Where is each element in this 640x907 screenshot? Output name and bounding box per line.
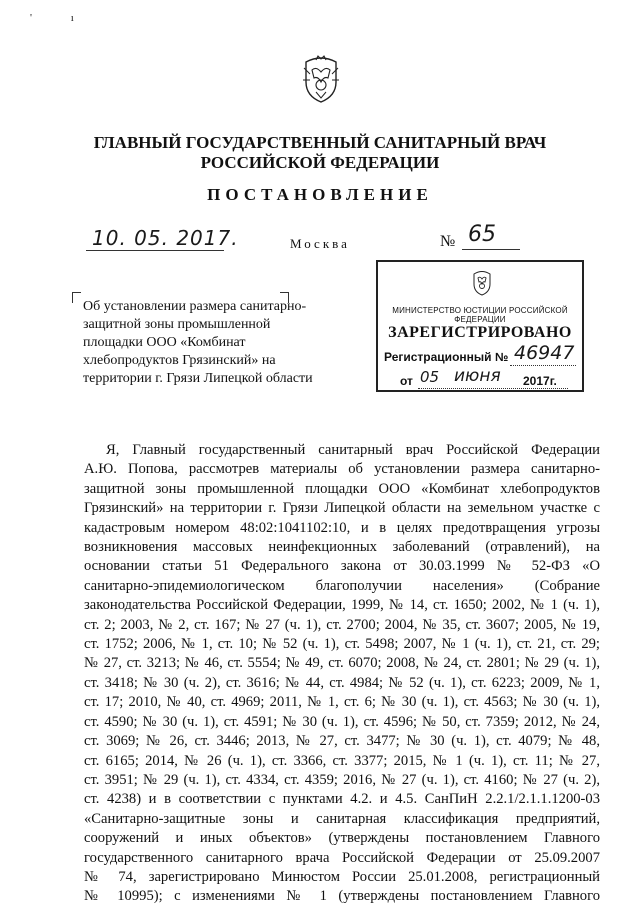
stamp-month: июня [454,366,501,386]
body-line: возникновения массовых неинфекционных заболеваний (отравлений), на [84,539,600,556]
registration-stamp [376,260,584,392]
coat-of-arms-emblem [298,52,344,104]
date-underline [86,250,224,251]
authority-line-1: ГЛАВНЫЙ ГОСУДАРСТВЕННЫЙ САНИТАРНЫЙ ВРАЧ [93,133,547,152]
body-line: санитарно-эпидемиологическом благополучии населения» (Собрание [84,577,600,594]
issuing-authority [0,133,640,173]
body-line: кадастровым номером 48:02:1041102:10, и в целях предотвращения угрозы [84,519,600,536]
body-line: ст. 4238) и в соответствии с пунктами 4.2. и 4.5. СанПиН 2.2.1/2.1.1.1200-03 [84,791,600,808]
stamp-from-label: от [400,374,413,388]
stamp-registered-label: ЗАРЕГИСТРИРОВАНО [388,324,572,341]
body-line: «Санитарно-защитные зоны и санитарная классификация предприятий, [84,810,600,827]
body-line: государственного санитарного врача Российской Федерации от 25.09.2007 [84,849,600,866]
document-subject: Об установлении размера санитарно-защитной зоны промышленной площадки ООО «Комбинат хлебопродуктов Грязинский» на территории г. Грязи Липецкой области [83,299,313,386]
handwritten-date: 10. 05. 2017. [92,226,239,250]
body-line: № 10995); с изменениями № 1 (утверждены постановлением Главного [84,888,600,905]
body-line: А.Ю. Попова, рассмотрев материалы об установлении размера санитарно- [84,461,600,478]
body-line: ст. 6165; 2014, № 26 (ч. 1), ст. 3366, ст. 3377; 2015, № 1 (ч. 1), ст. 11; № 27, [84,752,600,769]
stamp-emblem-icon [470,268,494,296]
authority-line-2: РОССИЙСКОЙ ФЕДЕРАЦИИ [200,153,440,172]
handwritten-document-number: 65 [468,222,496,247]
body-line: ст. 3418; № 30 (ч. 2), ст. 3616; № 44, ст. 4984; № 52 (ч. 1), ст. 6223; 2009, № 1, [84,674,600,691]
stamp-day: 05 [420,368,440,386]
body-line: ст. 4590; № 30 (ч. 1), ст. 4591; № 30 (ч. 1), ст. 4596; № 50, ст. 7359; 2012, № 24, [84,713,600,730]
number-underline [462,249,520,250]
body-line: ст. 2; 2003, № 2, ст. 167; № 27 (ч. 1), ст. 2700; 2004, № 35, ст. 3607; 2005, № 19, [84,616,600,633]
body-line: ст. 3951; № 29 (ч. 1), ст. 4334, ст. 4359; 2016, № 27 (ч. 1), ст. 4160; № 27 (ч. 2), [84,771,600,788]
city-name: Москва [290,236,350,251]
stamp-date-dotted-line [418,388,568,389]
stamp-number-dotted-line [510,365,576,366]
number-label: № [440,233,456,250]
body-paragraph [84,441,600,907]
body-line: ст. 17; 2010, № 40, ст. 4969; 2011, № 1, ст. 6; № 30 (ч. 1), ст. 4563; № 30 (ч. 1), [84,694,600,711]
stamp-registration-number-label: Регистрационный № [384,350,509,364]
body-line: Я, Главный государственный санитарный врач Российской Федерации [106,442,600,458]
stamp-year: 2017г. [523,374,557,388]
body-line: № 27, ст. 3213; № 46, ст. 5554; № 49, ст. 6070; 2008, № 24, ст. 2801; № 29 (ч. 1), [84,655,600,672]
corner-marks: ' ı [30,12,92,24]
body-line: сооружений и иных объектов» (утверждены постановлением Главного [84,830,600,847]
body-line: основании статьи 51 Федерального закона от 30.03.1999 № 52-ФЗ «О [84,558,600,575]
body-line: № 74, зарегистрировано Минюстом России 25.01.2008, регистрационный [84,868,600,885]
stamp-ministry-name: МИНИСТЕРСТВО ЮСТИЦИИ РОССИЙСКОЙ ФЕДЕРАЦИИ [392,306,568,324]
stamp-registration-number: 46947 [514,342,575,364]
body-line: защитной зоны промышленной площадки ООО «Комбинат хлебопродуктов [84,480,600,497]
body-line: ст. 3069; № 26, ст. 3446; 2013, № 27, ст. 3477; № 30 (ч. 1), ст. 4079; № 48, [84,733,600,750]
document-type-title: ПОСТАНОВЛЕНИЕ [207,185,433,204]
body-line: Грязинский» на территории г. Грязи Липецкой области на земельном участке с [84,500,600,517]
body-line: законодательства Российской Федерации, 1999, № 14, ст. 1650; 2002, № 1 (ч. 1), [84,597,600,614]
subject-bracket-left [72,292,81,303]
body-line: ст. 1752; 2006, № 1, ст. 10; № 52 (ч. 1), ст. 5498; 2007, № 1 (ч. 1), ст. 21, ст. 29; [84,636,600,653]
